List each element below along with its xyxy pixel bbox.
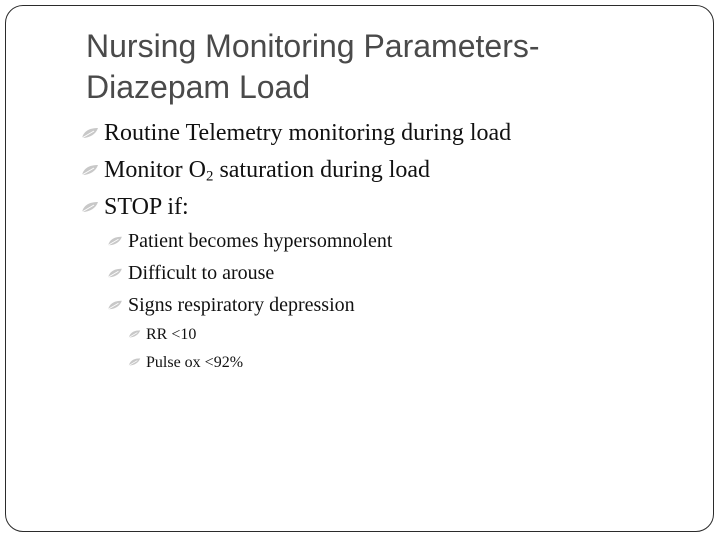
bullet-monitor-o2: [80, 157, 430, 186]
leaf-bullet-icon: [80, 126, 100, 140]
bullet-routine-telemetry: [80, 120, 511, 147]
leaf-bullet-icon: [127, 357, 142, 367]
bullet-pulse-ox: [127, 354, 243, 372]
title-line-1: Nursing Monitoring Parameters-: [86, 28, 540, 64]
leaf-bullet-icon: [80, 200, 100, 214]
bullet-text: RR <10: [146, 326, 197, 343]
slide-title: [86, 26, 686, 108]
bullet-text: Routine Telemetry monitoring during load: [104, 120, 512, 146]
bullet-respiratory-depression: [106, 294, 355, 317]
leaf-bullet-icon: [106, 267, 124, 279]
leaf-bullet-icon: [80, 163, 100, 177]
bullet-difficult-to-arouse: [106, 262, 274, 285]
bullet-text: Patient becomes hypersomnolent: [128, 230, 393, 252]
leaf-bullet-icon: [106, 299, 124, 311]
title-line-2: Diazepam Load: [86, 69, 311, 105]
subscript-2: 2: [206, 168, 214, 185]
bullet-stop-if: [80, 194, 189, 221]
bullet-text: [104, 157, 430, 186]
bullet-rr: [127, 326, 196, 344]
bullet-text-before: Monitor O: [104, 157, 206, 183]
bullet-text-after: saturation during load: [213, 157, 431, 183]
bullet-hypersomnolent: [106, 230, 392, 253]
leaf-bullet-icon: [127, 329, 142, 339]
bullet-text: Difficult to arouse: [128, 262, 275, 284]
bullet-text: STOP if:: [104, 194, 189, 220]
bullet-text: Signs respiratory depression: [128, 294, 355, 316]
bullet-text: Pulse ox <92%: [146, 354, 244, 371]
leaf-bullet-icon: [106, 235, 124, 247]
